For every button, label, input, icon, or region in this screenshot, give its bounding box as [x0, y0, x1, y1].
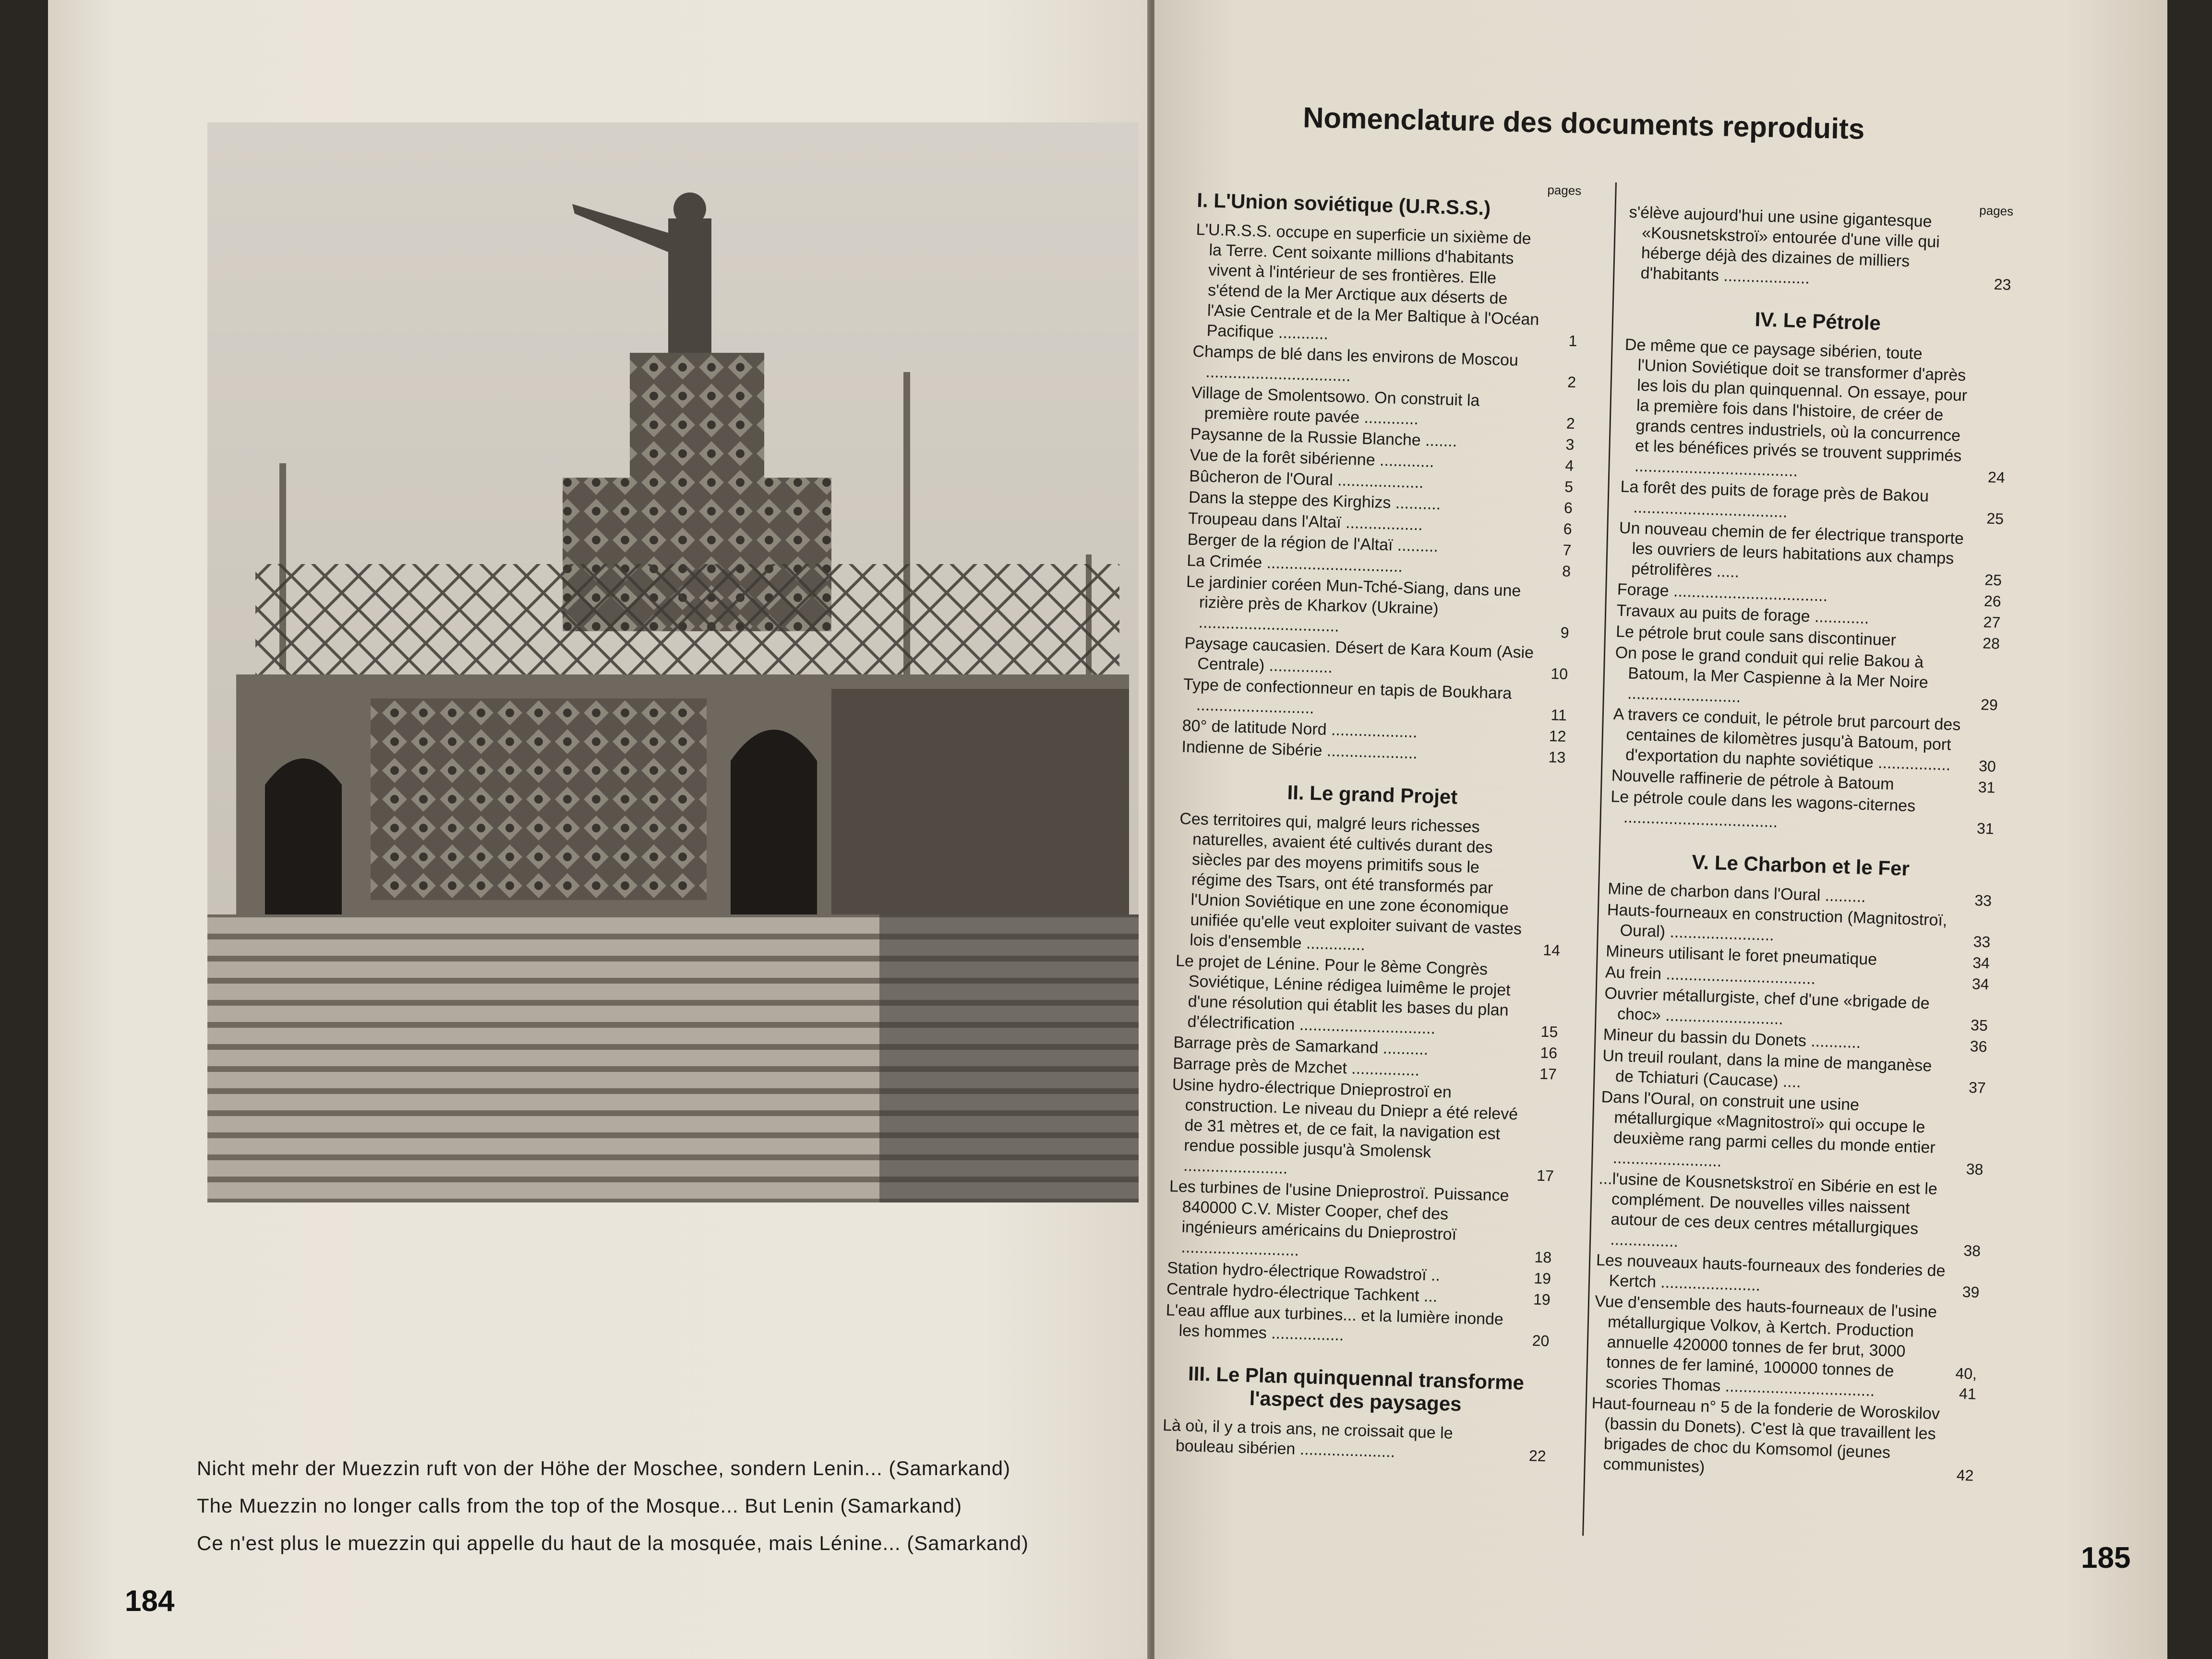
toc-entry-text: Dans l'Oural, on construit une usine métallurgique «Magnitostroï» qui occupe le deuxième rang parmi celles du monde entier ........................	[1601, 1088, 1936, 1170]
toc-entry	[1612, 704, 1998, 776]
toc-entry-text: Station hydro-électrique Rowadstroï ..	[1166, 1259, 1441, 1285]
toc-entry-page: 26	[1984, 592, 2002, 610]
toc-entry-page: 25	[1986, 509, 2004, 528]
toc-entry-text: L'eau afflue aux turbines... et la lumière inonde les hommes ................	[1166, 1301, 1504, 1345]
toc-entry-text: Ces territoires qui, malgré leurs richesses naturelles, avaient été cultivés durant des siècles par des moyens primitifs sous le régime des Tsars, ont été transformés par l'Union Soviétique en une zone économique unifiée qu'elle veut exploiter suivant de vastes lois d'ensemble .............	[1179, 809, 1522, 954]
toc-entry-text: Là où, il y a trois ans, ne croissait que le bouleau sibérien .....................	[1162, 1416, 1454, 1461]
caption-english: The Muezzin no longer calls from the top of the Mosque... But Lenin (Samarkand)	[197, 1494, 962, 1517]
section-title-5: V. Le Charbon et le Fer	[1691, 850, 1910, 880]
toc-entry-text: Haut-fourneau n° 5 de la fonderie de Woroskilov (bassin du Donets). C'est là que travaillent les brigades de choc du Komsomol (jeunes communistes)	[1591, 1394, 1940, 1477]
toc-entry-page: 34	[1972, 954, 1990, 972]
monument-photo	[207, 122, 1139, 1202]
toc-entry-page: 40, 41	[1955, 1364, 1977, 1403]
toc-column-2	[1589, 192, 2014, 1487]
toc-entry-text: Dans la steppe des Kirghizs ..........	[1188, 488, 1441, 514]
toc-entry-text: Usine hydro-électrique Dnieprostroï en construction. Le niveau du Dniepr a été relevé de 31 mètres et, de ce fait, la navigation est rendue possible jusqu'à Smolensk .......................	[1172, 1075, 1518, 1178]
pages-label-2: pages	[1979, 203, 2014, 219]
toc-entry-page: 6	[1563, 520, 1573, 538]
section-title-2: II. Le grand Projet	[1287, 781, 1458, 808]
toc-entry-page: 19	[1533, 1290, 1551, 1309]
toc-entry	[1627, 202, 2013, 295]
toc-entry-text: Le pétrole coule dans les wagons-citernes ..................................	[1610, 787, 1916, 831]
toc-entry-text: s'élève aujourd'hui une usine gigantesque «Kousnetskstroï» entourée d'une ville qui héberge déjà des dizaines de milliers d'habitants ...................	[1629, 203, 1940, 288]
toc-entry-page: 28	[1982, 634, 2000, 652]
toc-entry-page: 29	[1980, 696, 1998, 714]
section-title-3	[1163, 1361, 1548, 1418]
toc-entry-text: Le pétrole brut coule sans discontinuer	[1615, 622, 1897, 649]
toc-entry-text: ...l'usine de Kousnetskstroï en Sibérie en est le complément. De nouvelles villes naissent autour de ces deux centres métallurgiques ...............	[1598, 1169, 1938, 1251]
toc-entry-page: 39	[1962, 1283, 1980, 1301]
toc-entry-text: Mineurs utilisant le foret pneumatique	[1605, 942, 1877, 969]
toc-entry-text: Nouvelle raffinerie de pétrole à Batoum	[1611, 766, 1895, 793]
caption-french: Ce n'est plus le muezzin qui appelle du haut de la mosquée, mais Lénine... (Samarkand)	[197, 1532, 1029, 1554]
toc-entry-page: 23	[1994, 275, 2011, 294]
toc-entry-page: 2	[1566, 414, 1575, 433]
toc-entry-text: Vue d'ensemble des hauts-fourneaux de l'usine métallurgique Volkov, à Kertch. Production annuelle 420000 tonnes de fer brut, 3000 tonnes de fer laminé, 100000 tonnes de scories Thomas .................................	[1594, 1292, 1937, 1400]
toc-entry-text: Au frein .................................	[1605, 963, 1816, 988]
section-title-3-line1: III. Le Plan quinquennal transforme	[1188, 1362, 1525, 1394]
toc-entry-page: 6	[1563, 499, 1573, 517]
toc-entry-page: 1	[1568, 332, 1578, 350]
toc-entry-page: 18	[1534, 1248, 1552, 1266]
toc-entry-page: 24	[1987, 468, 2006, 486]
toc-entry-text: Ouvrier métallurgiste, chef d'une «brigade de choc» ..........................	[1604, 984, 1930, 1028]
toc-entry-page: 4	[1564, 457, 1574, 475]
toc-entry-text: Centrale hydro-électrique Tachkent ...	[1166, 1280, 1438, 1306]
toc-entry-text: Barrage près de Samarkand ..........	[1173, 1033, 1429, 1059]
toc-entry-text: Indienne de Sibérie ....................	[1181, 737, 1418, 763]
photo-captions	[197, 1450, 1147, 1562]
section-5-entries	[1589, 878, 1992, 1486]
right-page	[1154, 0, 2167, 1659]
toc-entry-text: La forêt des puits de forage près de Bakou ..................................	[1620, 477, 1929, 521]
toc-entry-text: Les nouveaux hauts-fourneaux des fonderies de Kertch ......................	[1596, 1250, 1946, 1295]
toc-entry-text: Village de Smolentsowo. On construit la première route pavée ............	[1191, 383, 1480, 429]
toc-entry-text: 80° de latitude Nord ...................	[1182, 716, 1418, 742]
toc-entry-page: 10	[1551, 664, 1568, 683]
section-title-1: I. L'Union soviétique (U.R.S.S.)	[1196, 188, 1491, 220]
toc-entry-page: 38	[1966, 1160, 1984, 1178]
toc-entry-text: On pose le grand conduit qui relie Bakou à Batoum, la Mer Caspienne à la Mer Noire .........................	[1615, 643, 1929, 706]
toc-entry-page: 33	[1973, 933, 1991, 951]
toc-entry-text: Un treuil roulant, dans la mine de manganèse de Tchiaturi (Caucase) ....	[1602, 1046, 1932, 1092]
toc-entry-page: 37	[1968, 1079, 1986, 1097]
toc-entry-text: Le jardinier coréen Mun-Tché-Siang, dans une rizière près de Kharkov (Ukraine) ...............................	[1186, 572, 1521, 636]
toc-entry	[1185, 572, 1570, 643]
toc-entry-text: L'U.R.S.S. occupe en superficie un sixième de la Terre. Cent soixante millions d'habitants vivent à l'intérieur de ses frontières. Elle s'étend de la Mer Arctique aux déserts de l'Asie Centrale et de la Mer Baltique à l'Océan Pacifique ...........	[1196, 220, 1539, 343]
page-title: Nomenclature des documents reproduits	[1302, 101, 1865, 145]
toc-entry-text: Bûcheron de l'Oural ...................	[1189, 467, 1424, 492]
section-title-3-line2: l'aspect des paysages	[1249, 1387, 1462, 1416]
toc-entry-text: Troupeau dans l'Altaï .................	[1188, 509, 1423, 534]
toc-entry-text: La Crimée ..............................	[1186, 551, 1403, 576]
page-number-right: 185	[2081, 1541, 2131, 1575]
toc-entry-page: 5	[1564, 478, 1574, 496]
toc-entry-text: Paysage caucasien. Désert de Kara Koum (Asie Centrale) ..............	[1184, 634, 1534, 677]
page-number-left: 184	[125, 1585, 175, 1618]
toc-entry	[1621, 335, 2009, 488]
toc-entry-page: 12	[1549, 727, 1567, 745]
toc-entry-text: Un nouveau chemin de fer électrique transporte les ouvriers de leurs habitations aux champs pétrolifères .....	[1619, 518, 1964, 581]
lenin-monument-image	[207, 122, 1139, 1202]
toc-entry-page: 42	[1956, 1466, 1974, 1484]
toc-entry	[1167, 1176, 1553, 1267]
left-page	[48, 0, 1147, 1659]
toc-entry-text: Hauts-fourneaux en construction (Magnitostroï, Oural) .......................	[1607, 901, 1948, 945]
pages-label: pages	[1547, 182, 1582, 198]
toc-entry	[1176, 808, 1564, 960]
toc-entry-page: 27	[1983, 613, 2001, 631]
toc-entry-page: 30	[1978, 757, 1996, 775]
toc-entry	[1174, 950, 1560, 1042]
toc-entry	[1162, 1415, 1547, 1466]
toc-entry	[1599, 1087, 1985, 1179]
toc-entry	[1193, 219, 1580, 351]
section-2-entries	[1165, 808, 1564, 1351]
toc-entry-page: 35	[1970, 1016, 1988, 1034]
toc-entry	[1597, 1168, 1983, 1261]
toc-entry-text: Mine de charbon dans l'Oural .........	[1607, 879, 1866, 906]
toc-entry-page: 36	[1970, 1037, 1988, 1056]
section-3-entries	[1162, 1415, 1547, 1466]
toc-entry	[1170, 1074, 1557, 1186]
toc-entry-text: Barrage près de Mzchet ...............	[1172, 1054, 1420, 1080]
toc-entry-page: 34	[1972, 975, 1990, 993]
toc-column-1	[1162, 173, 1581, 1467]
section-title-4: IV. Le Pétrole	[1754, 308, 1881, 335]
toc-entry-text: Vue de la forêt sibérienne ............	[1190, 445, 1434, 471]
toc-entry-page: 17	[1536, 1166, 1554, 1185]
toc-entry-page: 2	[1567, 373, 1576, 391]
toc-entry-text: Travaux au puits de forage ............	[1616, 601, 1869, 628]
toc-entry-text: De même que ce paysage sibérien, toute l'Union Soviétique doit se transformer d'après les lois du plan quinquennal. On essaye, pour la première fois dans l'histoire, de créer de grands centres industriels, où la concurrence et les bénéfices privés se trouvent supprimés ....................................	[1624, 335, 1968, 481]
toc-entry-page: 31	[1976, 819, 1995, 838]
toc-entry	[1618, 518, 2004, 590]
toc-entry-page: 25	[1984, 571, 2002, 589]
toc-entry-page: 17	[1539, 1065, 1557, 1083]
section-4-entries	[1610, 335, 2009, 839]
toc-entry-page: 16	[1540, 1044, 1558, 1062]
toc-entry-text: Paysanne de la Russie Blanche .......	[1190, 424, 1457, 451]
toc-entry-text: Type de confectionneur en tapis de Boukhara ..........................	[1183, 675, 1512, 718]
toc-entry-page: 7	[1563, 541, 1572, 559]
toc-entry-text: Les turbines de l'usine Dnieprostroï. Puissance 840000 C.V. Mister Cooper, chef des ingénieurs américains du Dnieprostroï ..........................	[1169, 1177, 1509, 1260]
toc-entry-page: 38	[1963, 1241, 1981, 1260]
toc-entry	[1589, 1393, 1976, 1486]
toc-entry-page: 11	[1551, 706, 1567, 724]
caption-german: Nicht mehr der Muezzin ruft von der Höhe der Moschee, sondern Lenin... (Samarkand)	[197, 1457, 1011, 1479]
toc-entry-text: Forage ..................................	[1617, 580, 1828, 605]
toc-entry	[1592, 1291, 1979, 1404]
toc-entry-page: 15	[1540, 1022, 1558, 1041]
toc-entry	[1614, 643, 2000, 715]
toc-entry-page: 19	[1533, 1269, 1551, 1287]
toc-entry-page: 13	[1548, 748, 1566, 766]
toc-entry-page: 3	[1565, 435, 1575, 454]
toc-entry-text: Champs de blé dans les environs de Moscou ................................	[1192, 342, 1519, 385]
section-1-entries	[1181, 219, 1580, 768]
toc-entry-page: 31	[1978, 778, 1996, 796]
toc-entry-page: 22	[1528, 1447, 1547, 1465]
toc-entry-text: A travers ce conduit, le pétrole brut parcourt des centaines de kilomètres jusqu'à Batoum, port d'exportation du naphte soviétique ................	[1613, 705, 1961, 774]
toc-entry-text: Le projet de Lénine. Pour le 8ème Congrès Soviétique, Lénine rédigea luimême le projet d'une résolution qui établit les bases du plan d'électrification ..............................	[1175, 951, 1511, 1038]
toc-entry-text: Berger de la région de l'Altaï .........	[1187, 530, 1439, 556]
toc-entry-page: 14	[1542, 941, 1561, 959]
toc-entry-page: 20	[1532, 1332, 1550, 1350]
toc-entry-page: 9	[1560, 624, 1570, 641]
toc-entry-text: Mineur du bassin du Donets ...........	[1603, 1025, 1861, 1052]
toc-entry-page: 33	[1974, 891, 1992, 910]
toc-entry-page: 8	[1562, 562, 1571, 580]
